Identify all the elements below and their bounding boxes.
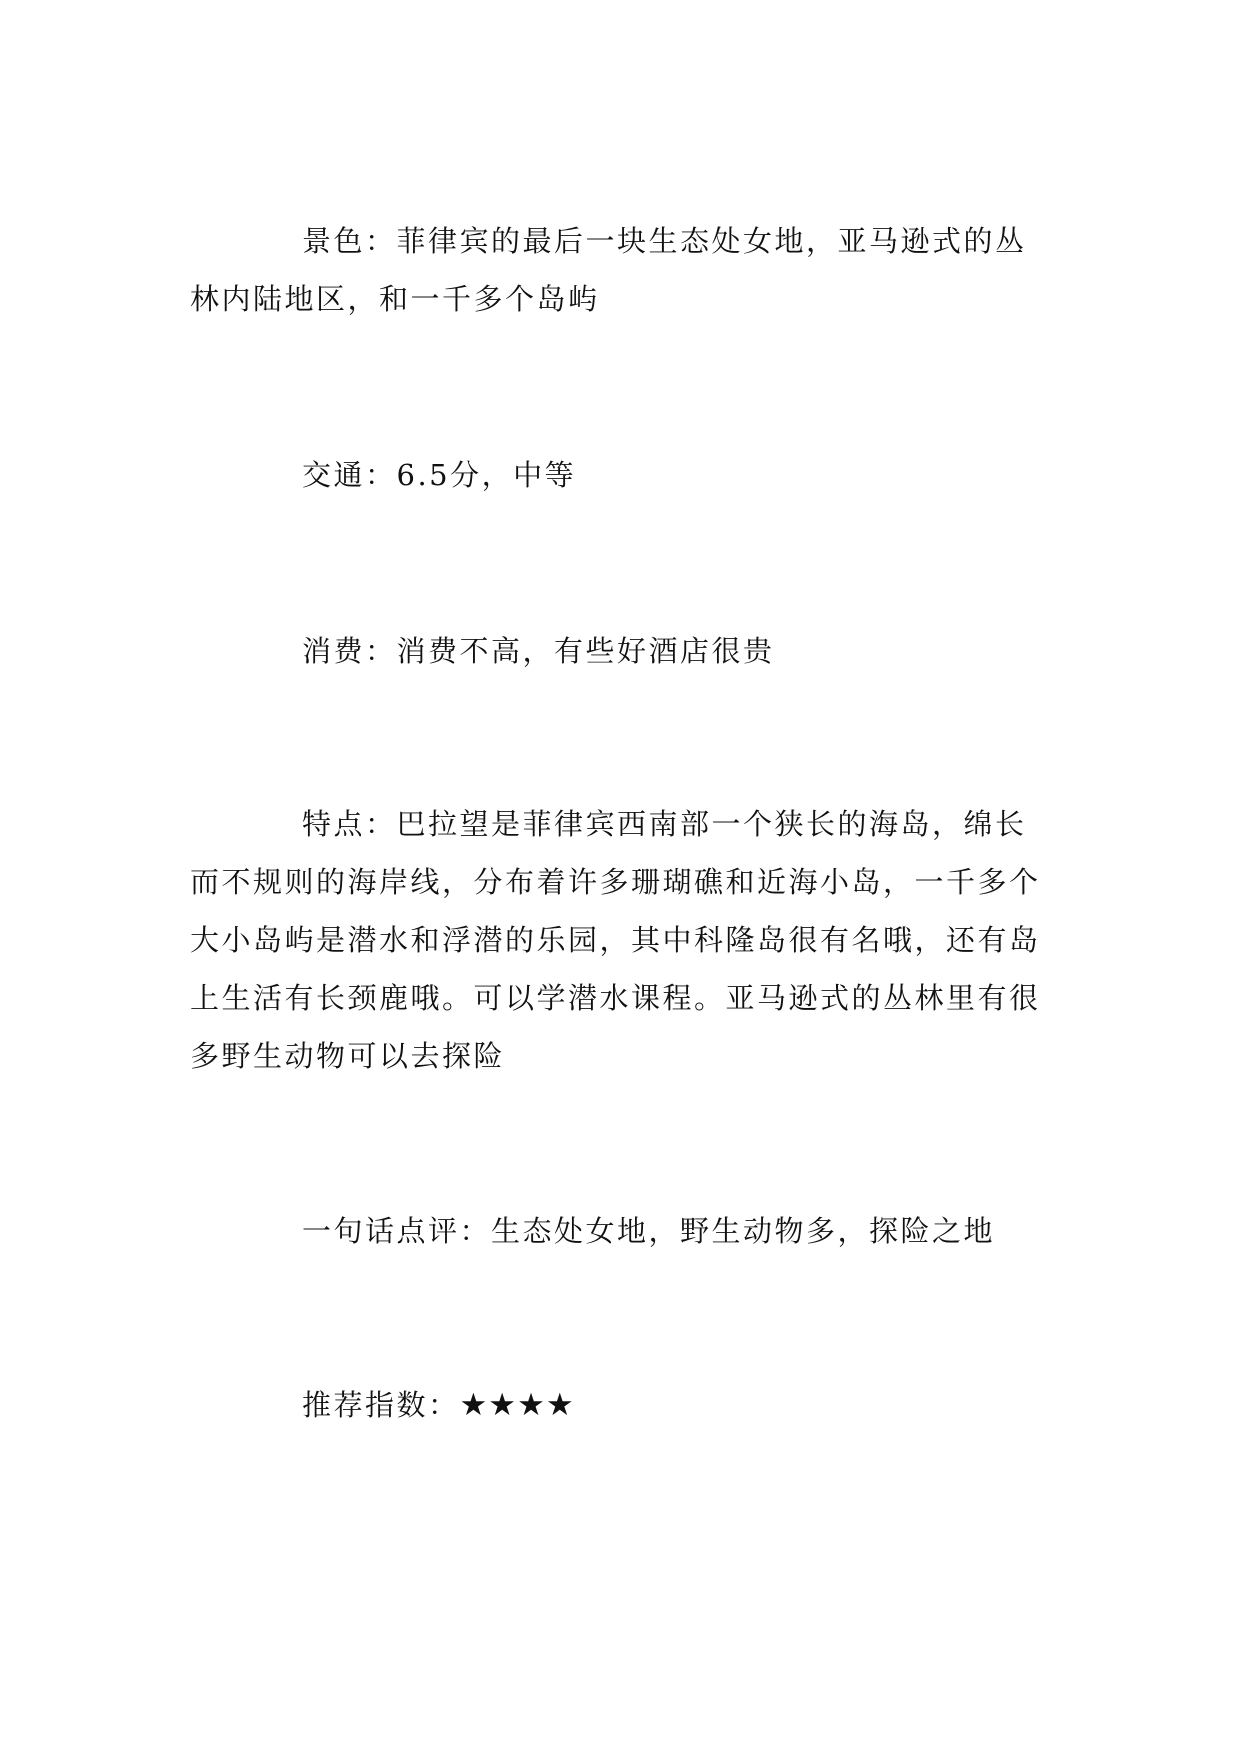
features-paragraph: 特点：巴拉望是菲律宾西南部一个狭长的海岛，绵长而不规则的海岸线，分布着许多珊瑚礁和近海小岛，一千多个大小岛屿是潜水和浮潜的乐园，其中科隆岛很有名哦，还有岛上生活有长颈鹿哦。可以学潜水课程。亚马逊式的丛林里有很多野生动物可以去探险: [190, 807, 1041, 1073]
scenery-paragraph: 景色：菲律宾的最后一块生态处女地，亚马逊式的丛林内陆地区，和一千多个岛屿: [190, 224, 1027, 316]
cost-paragraph: 消费：消费不高，有些好酒店很贵: [302, 634, 775, 668]
rating-stars: ★★★★: [459, 1387, 575, 1423]
transport-paragraph: 交通：6.5分，中等: [302, 458, 577, 492]
rating-paragraph: [190, 1376, 1050, 1434]
comment-paragraph: 一句话点评：生态处女地，野生动物多，探险之地: [302, 1214, 996, 1248]
rating-label: 推荐指数：: [302, 1388, 460, 1422]
